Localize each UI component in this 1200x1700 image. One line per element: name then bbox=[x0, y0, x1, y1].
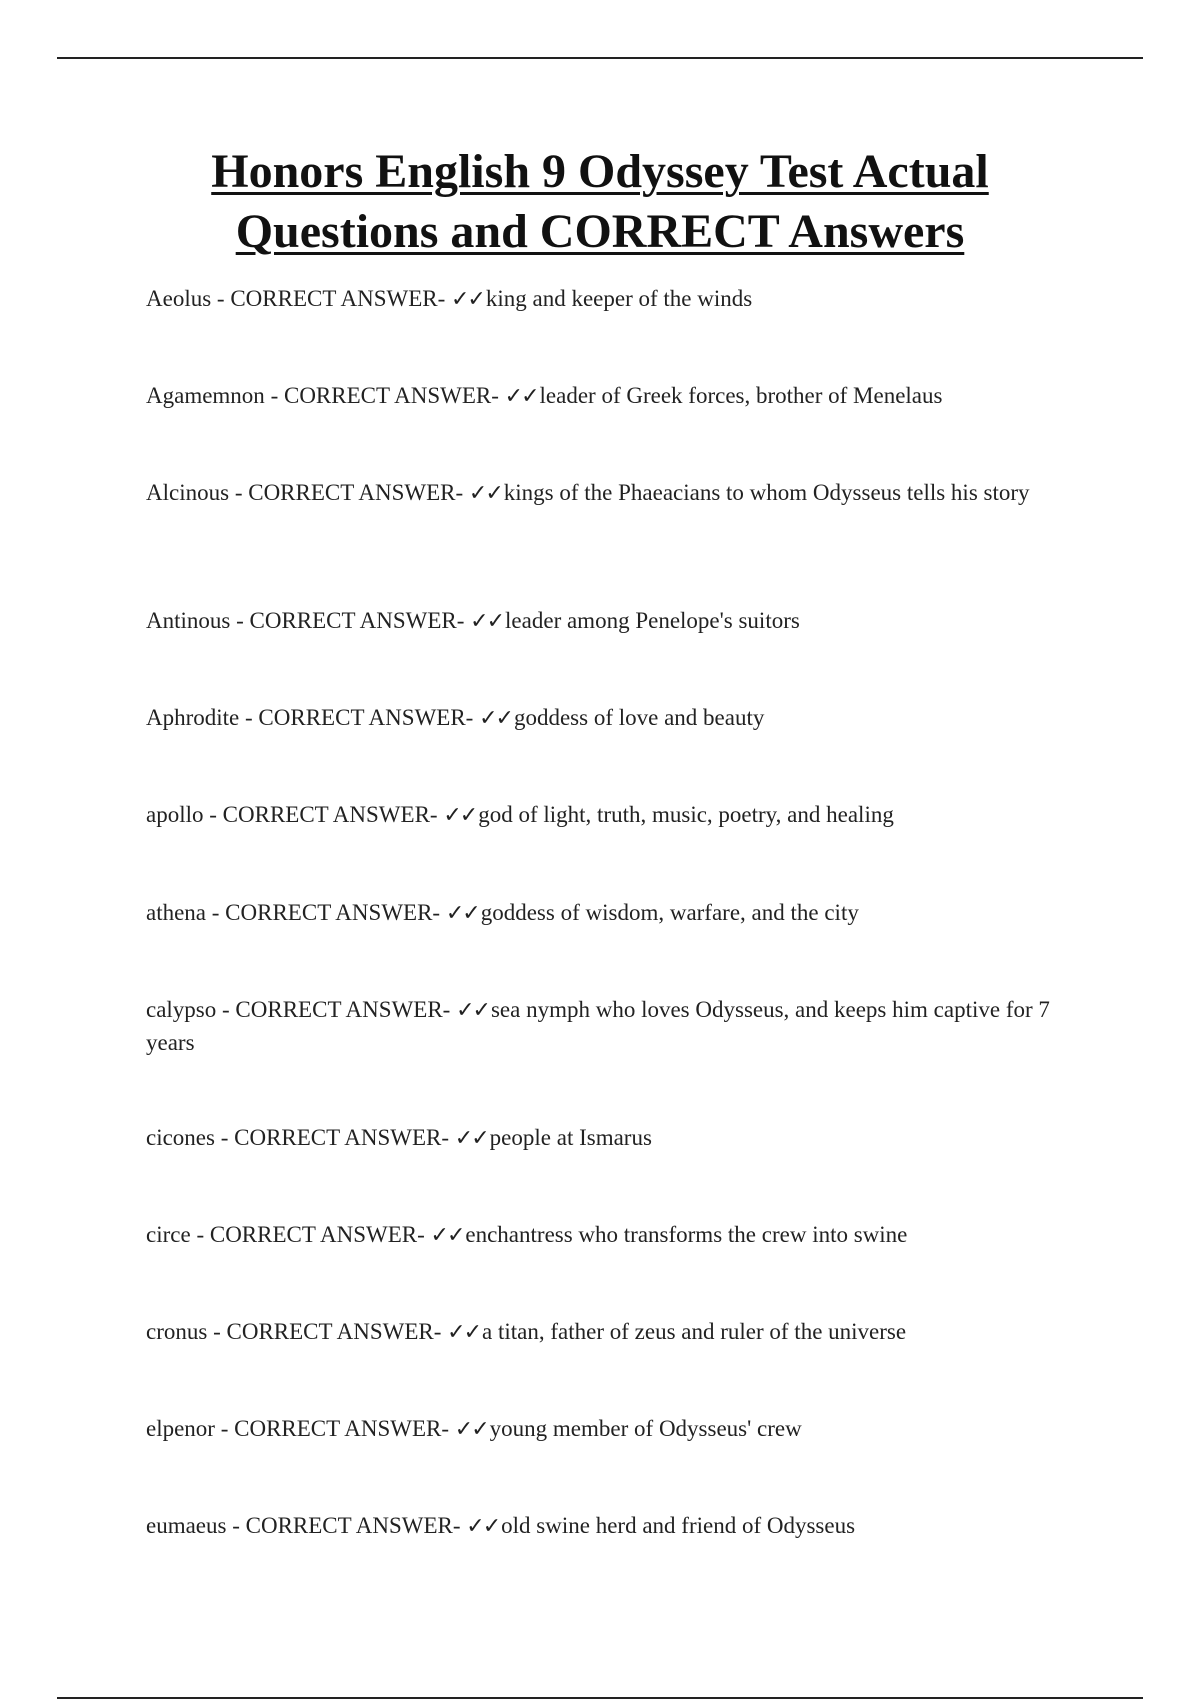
check-icon: ✓✓ bbox=[454, 1417, 488, 1442]
qa-entry bbox=[146, 994, 1076, 1059]
term: elpenor bbox=[146, 1416, 215, 1441]
document-title bbox=[57, 142, 1143, 262]
answer: leader among Penelope's suitors bbox=[505, 608, 800, 633]
qa-entry bbox=[146, 1413, 1076, 1446]
separator: - CORRECT ANSWER- bbox=[226, 1513, 467, 1538]
answer: sea nymph who loves Odysseus, and keeps him captive for 7 years bbox=[146, 997, 1050, 1055]
separator: - CORRECT ANSWER- bbox=[214, 1125, 455, 1150]
qa-entry bbox=[146, 380, 1076, 413]
check-icon: ✓✓ bbox=[468, 481, 502, 506]
answer: a titan, father of zeus and ruler of the universe bbox=[482, 1319, 907, 1344]
term: cicones bbox=[146, 1125, 215, 1150]
qa-entry bbox=[146, 1219, 1076, 1252]
qa-entry bbox=[146, 1510, 1076, 1543]
check-icon: ✓✓ bbox=[451, 287, 484, 312]
answer: king and keeper of the winds bbox=[485, 286, 753, 311]
term: circe bbox=[146, 1222, 191, 1247]
check-icon: ✓✓ bbox=[466, 1514, 500, 1539]
separator: - CORRECT ANSWER- bbox=[206, 900, 446, 925]
check-icon: ✓✓ bbox=[454, 1126, 488, 1151]
answer: goddess of wisdom, warfare, and the city bbox=[480, 900, 859, 925]
answer: leader of Greek forces, brother of Menelaus bbox=[539, 383, 943, 408]
term: apollo bbox=[146, 802, 204, 827]
bottom-rule bbox=[57, 1697, 1143, 1699]
title-line-1: Honors English 9 Odyssey Test Actual bbox=[211, 145, 989, 198]
term: Alcinous bbox=[146, 480, 230, 505]
qa-entry bbox=[146, 702, 1076, 735]
answer: goddess of love and beauty bbox=[513, 705, 765, 730]
check-icon: ✓✓ bbox=[445, 901, 479, 926]
answer: god of light, truth, music, poetry, and healing bbox=[478, 802, 894, 827]
term: Antinous bbox=[146, 608, 231, 633]
top-rule bbox=[57, 57, 1143, 59]
answer: enchantress who transforms the crew into swine bbox=[465, 1222, 908, 1247]
separator: - CORRECT ANSWER- bbox=[264, 383, 505, 408]
separator: - CORRECT ANSWER- bbox=[229, 480, 469, 505]
separator: - CORRECT ANSWER- bbox=[230, 608, 471, 633]
check-icon: ✓✓ bbox=[456, 998, 489, 1023]
term: cronus bbox=[146, 1319, 208, 1344]
qa-entry bbox=[146, 799, 1076, 832]
qa-entry bbox=[146, 605, 1076, 638]
separator: - CORRECT ANSWER- bbox=[207, 1319, 448, 1344]
qa-entry bbox=[146, 283, 1076, 316]
qa-entry bbox=[146, 897, 1076, 930]
separator: - CORRECT ANSWER- bbox=[203, 802, 444, 827]
answer: young member of Odysseus' crew bbox=[489, 1416, 802, 1441]
separator: - CORRECT ANSWER- bbox=[211, 286, 451, 311]
answer: kings of the Phaeacians to whom Odysseus tells his story bbox=[503, 480, 1030, 505]
term: athena bbox=[146, 900, 207, 925]
qa-entry bbox=[146, 1316, 1076, 1349]
separator: - CORRECT ANSWER- bbox=[239, 705, 480, 730]
term: Aeolus bbox=[146, 286, 212, 311]
check-icon: ✓✓ bbox=[504, 384, 538, 409]
answer: old swine herd and friend of Odysseus bbox=[501, 1513, 856, 1538]
qa-entry bbox=[146, 477, 1076, 510]
separator: - CORRECT ANSWER- bbox=[190, 1222, 431, 1247]
check-icon: ✓✓ bbox=[479, 706, 512, 731]
check-icon: ✓✓ bbox=[447, 1320, 481, 1345]
term: Agamemnon bbox=[146, 383, 265, 408]
qa-entry bbox=[146, 1122, 1076, 1155]
title-line-2: Questions and CORRECT Answers bbox=[235, 205, 965, 258]
term: calypso bbox=[146, 997, 217, 1022]
check-icon: ✓✓ bbox=[470, 609, 504, 634]
separator: - CORRECT ANSWER- bbox=[214, 1416, 455, 1441]
term: eumaeus bbox=[146, 1513, 227, 1538]
check-icon: ✓✓ bbox=[430, 1223, 464, 1248]
term: Aphrodite bbox=[146, 705, 240, 730]
separator: - CORRECT ANSWER- bbox=[216, 997, 457, 1022]
answer: people at Ismarus bbox=[489, 1125, 652, 1150]
check-icon: ✓✓ bbox=[443, 803, 477, 828]
